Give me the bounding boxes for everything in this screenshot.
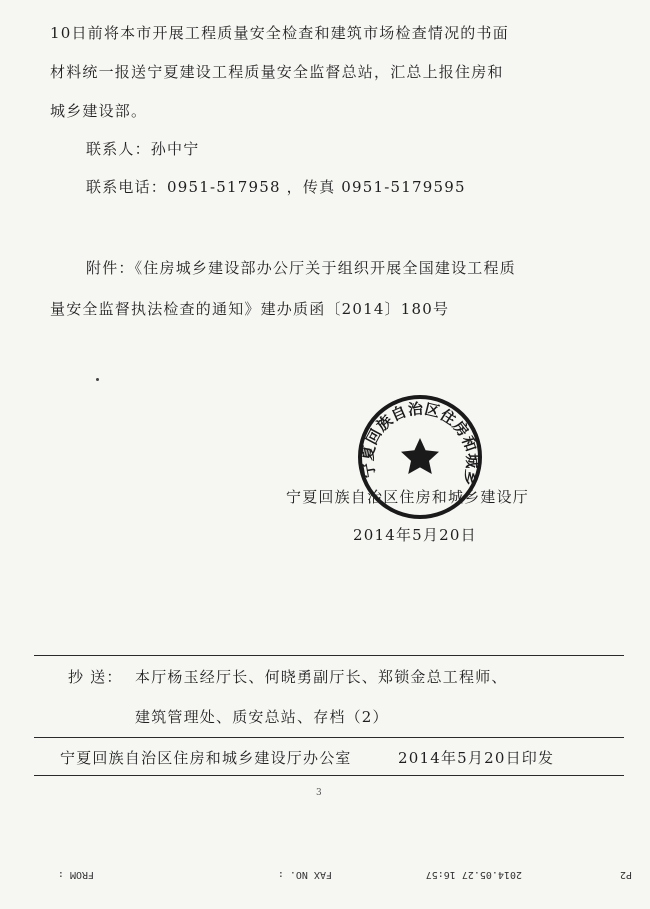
cc-recipients-line-1: 本厅杨玉经厅长、何晓勇副厅长、郑锁金总工程师、 [135,668,508,686]
scan-speck [96,378,99,381]
signature-date: 2014年5月20日 [353,526,477,544]
fax-header-strip [0,862,650,884]
issue-date: 2014年5月20日印发 [398,749,555,767]
contact-phone: 联系电话：0951-517958 ，传真 0951-5179595 [86,178,466,196]
fax-from: FROM : [57,869,94,880]
attachment-line-1: 附件：《住房城乡建设部办公厅关于组织开展全国建设工程质 [86,259,516,277]
cc-top-divider [34,655,624,656]
contact-person: 联系人：孙中宁 [86,140,200,158]
cc-bottom-divider [34,737,624,738]
issue-bottom-divider [34,775,624,776]
fax-page: P2 [619,869,632,880]
page-number: 3 [316,788,322,798]
svg-text:宁夏回族自治区住房和城乡建设厅 [355,392,481,488]
body-line-2: 材料统一报送宁夏建设工程质量安全监督总站，汇总上报住房和 [50,63,504,81]
cc-label: 抄 送： [68,668,123,686]
seal-text: 宁夏回族自治区住房和城乡 [358,399,482,489]
cc-recipients-line-2: 建筑管理处、质安总站、存档（2） [135,708,389,726]
fax-datetime: 2014.05.27 16:57 [425,869,522,880]
body-line-1: 10日前将本市开展工程质量安全检查和建筑市场检查情况的书面 [50,24,509,42]
signature-org: 宁夏回族自治区住房和城乡建设厅 [286,488,530,506]
attachment-line-2: 量安全监督执法检查的通知》建办质函〔2014〕180号 [50,300,450,318]
body-line-3: 城乡建设部。 [50,102,148,120]
issuing-office: 宁夏回族自治区住房和城乡建设厅办公室 [60,749,352,767]
fax-number: FAX NO. : [277,869,332,880]
